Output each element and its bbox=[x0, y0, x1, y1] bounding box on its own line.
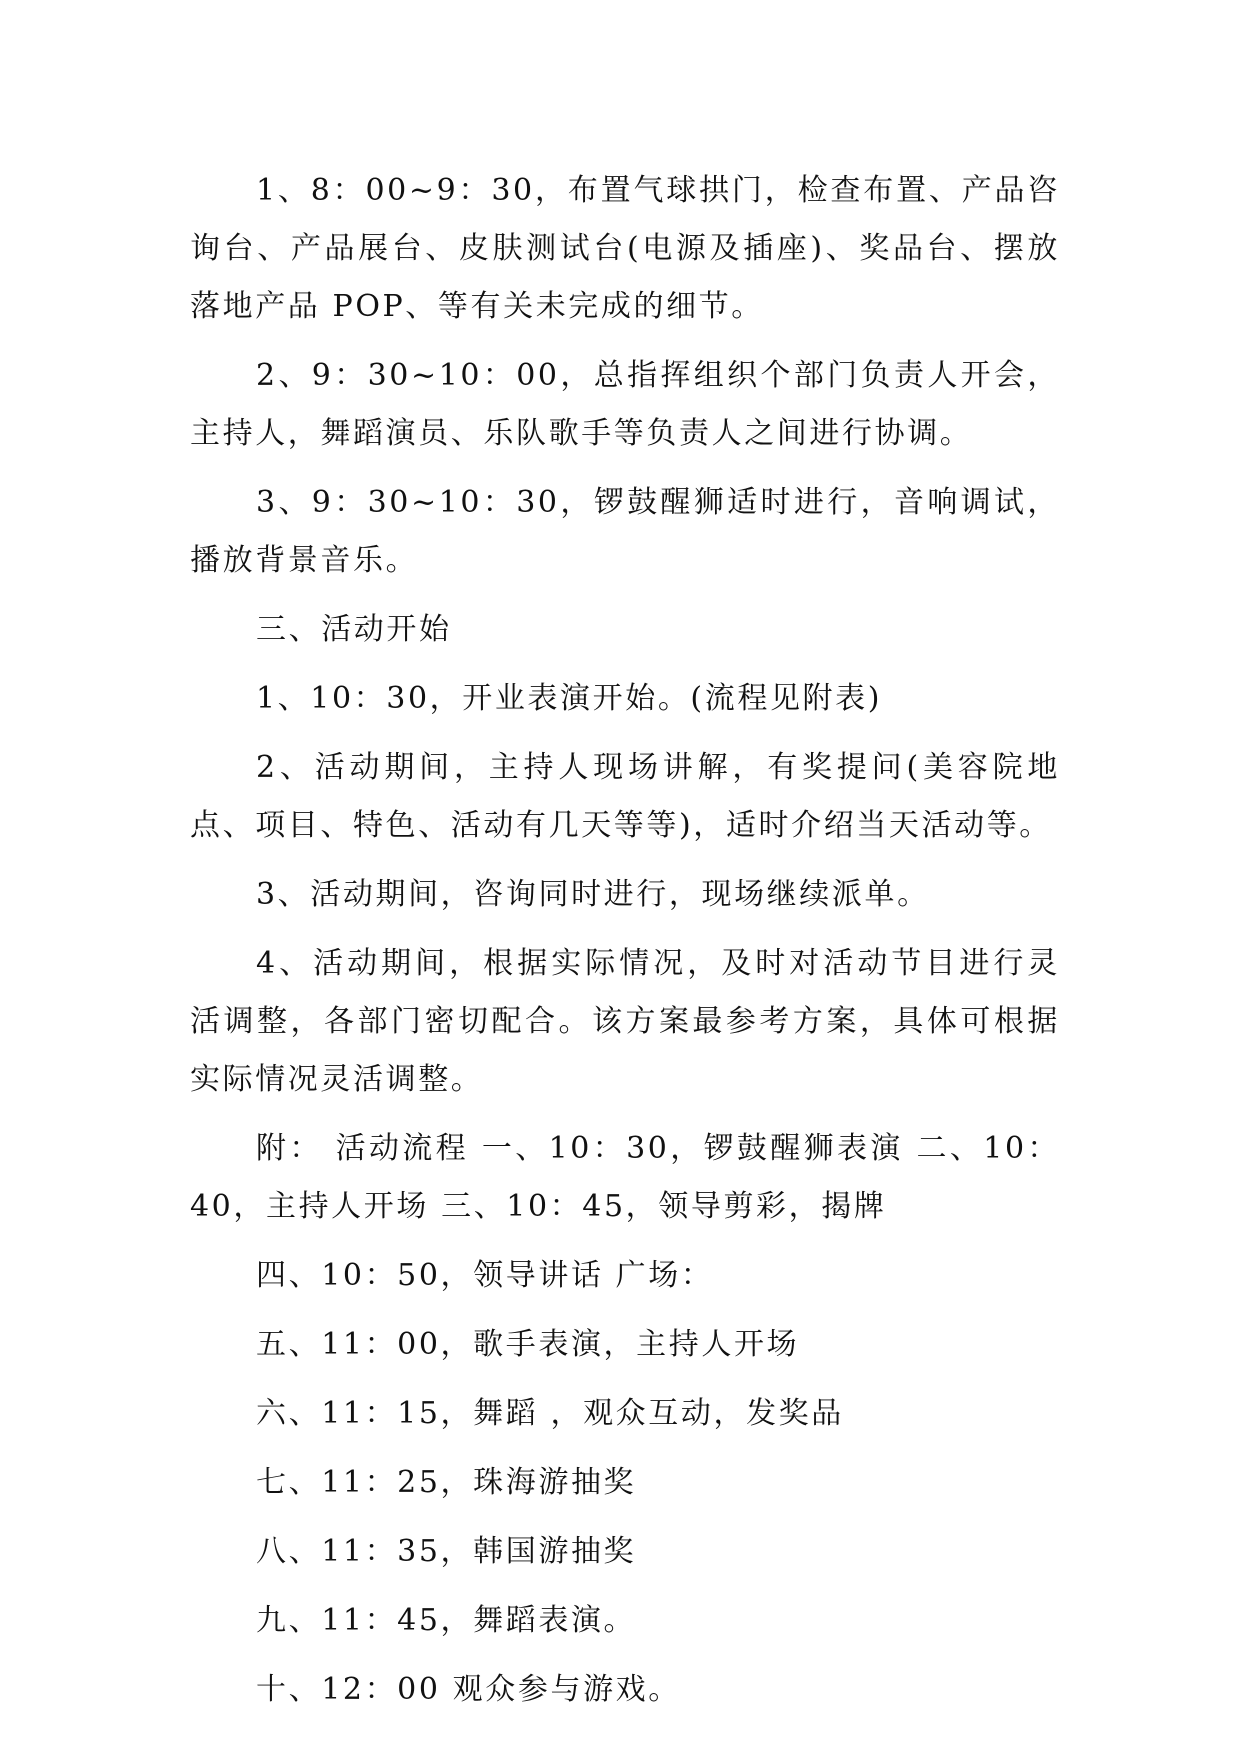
schedule-item-5: 五、11：00，歌手表演，主持人开场 bbox=[256, 1327, 800, 1362]
document-body bbox=[190, 162, 1060, 1730]
schedule-item-9: 九、11：45，舞蹈表演。 bbox=[256, 1603, 637, 1638]
section-heading-activity-start: 三、活动开始 bbox=[256, 612, 452, 647]
schedule-item-6: 六、11：15，舞蹈 ，观众互动，发奖品 bbox=[256, 1396, 844, 1431]
paragraph-host-explanation: 2、活动期间，主持人现场讲解，有奖提问(美容院地点、项目、特色、活动有几天等等)，适时介绍当天活动等。 bbox=[190, 750, 1060, 843]
paragraph-setup-balloon-arch: 1、8：00~9：30，布置气球拱门，检查布置、产品咨询台、产品展台、皮肤测试台(电源及插座)、奖品台、摆放落地产品 POP、等有关未完成的细节。 bbox=[190, 173, 1060, 324]
paragraph-schedule-appendix: 附： 活动流程 一、10：30，锣鼓醒狮表演 二、10：40，主持人开场 三、10：45，领导剪彩，揭牌 bbox=[190, 1131, 1060, 1224]
paragraph-opening-performance: 1、10：30，开业表演开始。(流程见附表) bbox=[256, 681, 883, 716]
paragraph-flexible-adjustment: 4、活动期间，根据实际情况，及时对活动节目进行灵活调整，各部门密切配合。该方案最参考方案，具体可根据实际情况灵活调整。 bbox=[190, 946, 1060, 1097]
schedule-item-8: 八、11：35，韩国游抽奖 bbox=[256, 1534, 637, 1569]
paragraph-staff-meeting: 2、9：30~10：00，总指挥组织个部门负责人开会，主持人，舞蹈演员、乐队歌手等负责人之间进行协调。 bbox=[190, 358, 1060, 451]
schedule-item-4: 四、10：50，领导讲话 广场： bbox=[256, 1258, 714, 1293]
paragraph-lion-dance-sound-check: 3、9：30~10：30，锣鼓醒狮适时进行，音响调试，播放背景音乐。 bbox=[190, 485, 1060, 578]
schedule-item-7: 七、11：25，珠海游抽奖 bbox=[256, 1465, 637, 1500]
paragraph-consultation: 3、活动期间，咨询同时进行，现场继续派单。 bbox=[256, 877, 930, 912]
schedule-item-10: 十、12：00 观众参与游戏。 bbox=[256, 1672, 681, 1707]
